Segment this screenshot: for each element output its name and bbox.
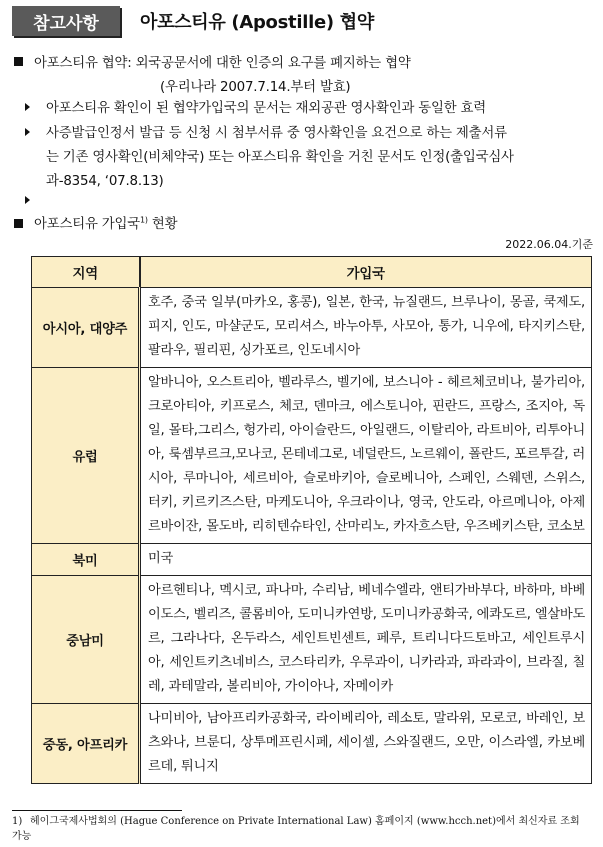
bullet-text-2-line3: 과-8354, ‘07.8.13) — [46, 174, 164, 189]
bullet-text-1: 아포스티유 확인이 된 협약가입국의 문서는 재외공관 영사확인과 동일한 효력 — [46, 101, 486, 116]
table-row — [32, 544, 592, 576]
reference-date: 2022.06.04.기준 — [505, 238, 593, 251]
bullet-text-2-line1: 사증발급인정서 발급 등 신청 시 첨부서류 중 영사확인을 요건으로 하는 제출서류 — [46, 126, 507, 141]
square-bullet-icon — [14, 219, 23, 228]
table-row — [32, 576, 592, 704]
table-row — [32, 288, 592, 368]
countries-cell: 미국 — [140, 544, 592, 576]
region-cell: 아시아, 대양주 — [32, 288, 140, 368]
footnote — [12, 814, 592, 844]
convention-heading: 아포스티유 협약: 외국공문서에 대한 인증의 요구를 폐지하는 협약 — [34, 56, 411, 71]
table-row — [32, 368, 592, 544]
reference-badge: 참고사항 — [12, 6, 120, 36]
countries-cell: 아르헨티나, 멕시코, 파나마, 수리남, 베네수엘라, 앤티가바부다, 바하마, 바베이도스, 벨리즈, 콜롬비아, 도미니카연방, 도미니카공화국, 에콰도르, 엘살바도르, 그라나다, 온두라스, 세인트빈센트, 페루, 트리니다드토바고, 세인트루시아, 세인트키츠네비스, 코스타리카, 우루과이, 니카라과, 파라과이, 브라질, 칠레, 과테말라, 볼리비아, 가이아나, 자메이카 — [140, 576, 592, 704]
table-row — [32, 704, 592, 784]
footnote-number: 1) — [12, 816, 23, 827]
members-column-header: 가입국 — [140, 257, 592, 288]
countries-cell: 호주, 중국 일부(마카오, 홍콩), 일본, 한국, 뉴질랜드, 브루나이, 몽골, 쿡제도, 피지, 인도, 마샬군도, 모리셔스, 바누아투, 사모아, 통가, 니우에, 타지키스탄, 팔라우, 필리핀, 싱가포르, 인도네시아 — [140, 288, 592, 368]
region-cell: 유럽 — [32, 368, 140, 544]
triangle-bullet-icon — [25, 196, 30, 204]
triangle-bullet-icon — [25, 103, 30, 111]
members-heading-suffix: 현황 — [151, 217, 178, 232]
header — [12, 6, 374, 36]
square-bullet-icon — [14, 57, 23, 66]
footnote-text: 헤이그국제사법회의 (Hague Conference on Private International Law) 홈페이지 (www.hcch.net)에서 최신자료 조회 가능 — [12, 816, 580, 842]
footnote-divider — [12, 810, 182, 811]
region-cell: 북미 — [32, 544, 140, 576]
region-column-header: 지역 — [32, 257, 140, 288]
members-heading-text: 아포스티유 가입국 — [34, 217, 140, 232]
countries-cell: 나미비아, 남아프리카공화국, 라이베리아, 레소토, 말라위, 모로코, 바레인, 보츠와나, 브룬디, 상투메프린시페, 세이셀, 스와질랜드, 오만, 이스라엘, 카보베르데, 튀니지 — [140, 704, 592, 784]
table-header-row — [32, 257, 592, 288]
triangle-bullet-icon — [25, 128, 30, 136]
convention-effective-date: (우리나라 2007.7.14.부터 발효) — [160, 80, 351, 95]
members-heading — [34, 213, 177, 232]
footnote-ref: 1) — [139, 215, 148, 225]
countries-cell: 알바니아, 오스트리아, 벨라루스, 벨기에, 보스니아 - 헤르체코비나, 불가리아, 크로아티아, 키프로스, 체코, 덴마크, 에스토니아, 핀란드, 프랑스, 조지아, 독일, 몰타,그리스, 헝가리, 아이슬란드, 아일랜드, 이탈리아, 라트비아, 리투아니아, 룩셈부르크,모나코, 몬테네그로, 네덜란드, 노르웨이, 폴란드, 포르투갈, 러시아, 루마니아, 세르비아, 슬로바키아, 슬로베니아, 스페인, 스웨덴, 스위스, 터키, 키르키즈스탄, 마케도니아, 우크라이나, 영국, 안도라, 아르메니아, 아제르바이잔, 몰도바, 리히텐슈타인, 산마리노, 카자흐스탄, 우즈베키스탄, 코소보 — [140, 368, 592, 544]
region-cell: 중남미 — [32, 576, 140, 704]
bullet-text-2-line2: 는 기존 영사확인(비체약국) 또는 아포스티유 확인을 거친 문서도 인정(출입국심사 — [46, 150, 514, 165]
page-title: 아포스티유 (Apostille) 협약 — [140, 12, 374, 33]
region-cell: 중동, 아프리카 — [32, 704, 140, 784]
member-table — [31, 256, 592, 784]
